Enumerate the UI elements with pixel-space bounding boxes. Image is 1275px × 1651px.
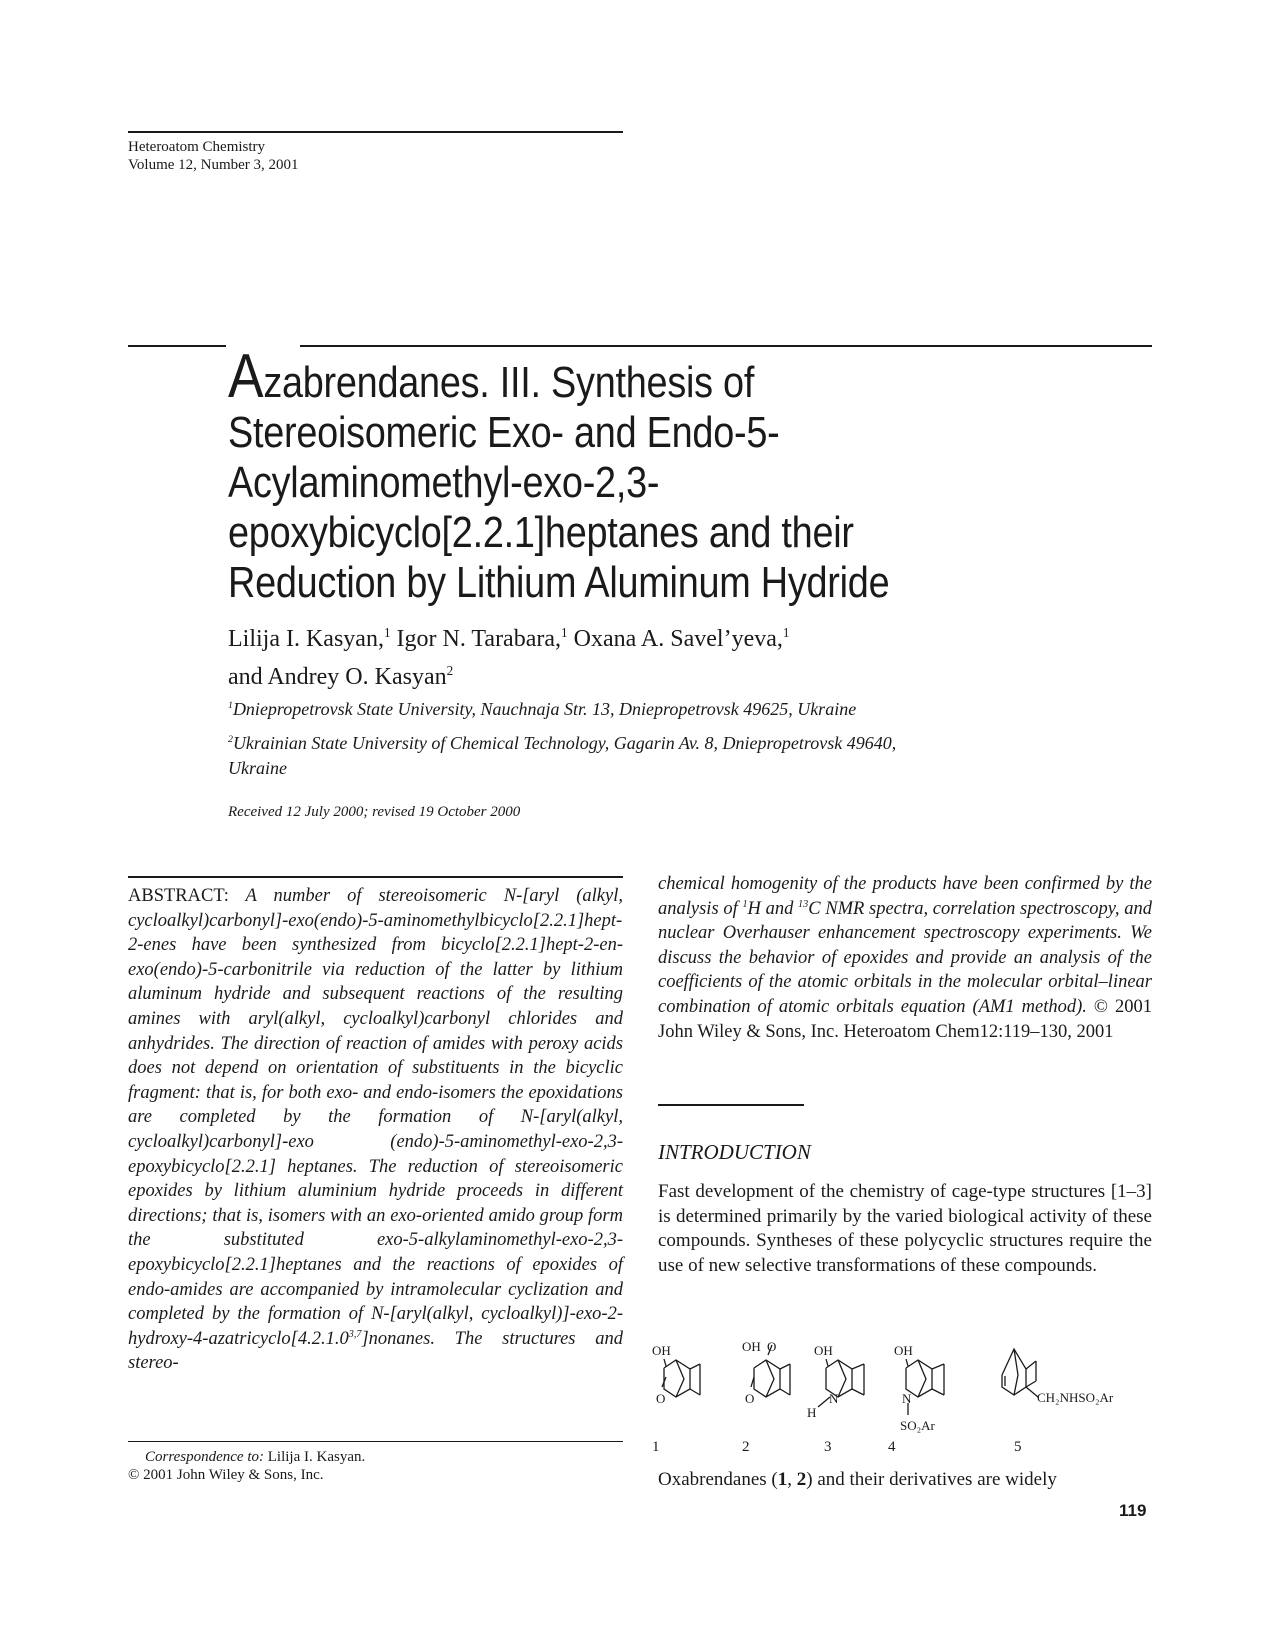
affiliation-2 (228, 731, 896, 781)
title-rule-right (300, 345, 1152, 347)
body-text-continuation (658, 1469, 1057, 1491)
title-rule-left (128, 345, 226, 347)
author-4: and Andrey O. Kasyan (228, 664, 447, 690)
introduction-heading: INTRODUCTION (658, 1140, 811, 1164)
struct-label-1: 1 (652, 1439, 660, 1455)
affiliation-2-line-2: Ukraine (228, 758, 287, 778)
struct-1-o: O (656, 1391, 666, 1406)
compound-ref-1: 1 (777, 1469, 788, 1490)
title-line-4: epoxybicyclo[2.2.1]heptanes and their (228, 508, 854, 557)
abstract-heading: ABSTRACT: (128, 886, 229, 906)
affiliation-1-text: Dniepropetrovsk State University, Nauchnaja Str. 13, Dniepropetrovsk 49625, Ukraine (232, 699, 857, 719)
compound-ref-2: 2 (796, 1469, 807, 1490)
title-line-1: zabrendanes. III. Synthesis of (263, 358, 755, 407)
struct-4-so2ar: SO₂Ar (900, 1418, 935, 1433)
abstract-body-end: ]nonanes. The structures and stereo- (128, 1328, 623, 1374)
abstract-end-rule (658, 1104, 804, 1106)
journal-volume: Volume 12, Number 3, 2001 (128, 157, 299, 173)
abstract-cont-sup-2: 13 (798, 898, 809, 910)
abstract-rule (128, 876, 623, 878)
abstract-cont-b: H and (747, 898, 799, 919)
correspondence-name: Lilija I. Kasyan. (264, 1449, 366, 1465)
struct-label-4: 4 (888, 1439, 896, 1455)
chemical-structures-figure (652, 1335, 1152, 1455)
author-4-sup: 2 (446, 662, 454, 678)
footnote-rule (128, 1441, 623, 1442)
author-1: Lilija I. Kasyan, (228, 626, 384, 652)
author-2-sup: 1 (561, 624, 568, 640)
author-2: Igor N. Tarabara, (390, 626, 562, 652)
struct-4-n: N (902, 1391, 912, 1406)
author-3-sup: 1 (782, 624, 790, 640)
abstract-body: A number of stereoisomeric N-[aryl (alkyl, cycloalkyl)carbonyl]-exo(endo)-5-aminomethylbicyclo[2.2.1]hept-2-enes have been synthesized from bicyclo[2.2.1]hept-2-en-exo(endo)-5-carbonitrile via reduction of the latter by lithium aluminum hydride and subsequent reactions of the resulting amines with aryl(alkyl, cycloalkyl)carbonyl chlorides and anhydrides. The direction of reaction of amides with peroxy acids does not depend on orientation of substituents in the bicyclic fragment: that is, for both exo- and endo-isomers the epoxidations are completed by the formation of N-[aryl(alkyl, cycloalkyl)carbonyl]-exo (endo)-5-aminomethyl-exo-2,3-epoxybicyclo[2.2.1] heptanes. The reduction of stereoisomeric epoxides by lithium aluminium hydride proceeds in different directions; that is, isomers with an exo-oriented amido group form the substituted exo-5-alkylaminomethyl-exo-2,3-epoxybicyclo[2.2.1]heptanes and the reactions of epoxides of endo-amides are accompanied by intramolecular cyclization and completed by the formation of N-[aryl(alkyl, cycloalkyl)]-exo-2-hydroxy-4-azatricyclo[4.2.1.0 (128, 886, 623, 1349)
introduction-text: Fast development of the chemistry of cage-type structures [1–3] is determined primarily by the varied biological activity of these compounds. Syntheses of these polycyclic structures require the use of new selective transformations of these compounds. (658, 1181, 1152, 1276)
abstract (128, 884, 623, 1376)
struct-label-2: 2 (742, 1439, 750, 1455)
author-3: Oxana A. Savel’yeva, (567, 626, 783, 652)
abstract-copyright: © 2001 John Wiley & Sons, Inc. Heteroatom Chem12:119–130, 2001 (658, 996, 1152, 1042)
struct-3-oh: OH (814, 1343, 833, 1358)
struct-2-o-bridge: O (767, 1339, 777, 1354)
body-text-after: ) and their derivatives are widely (806, 1469, 1057, 1490)
abstract-cont-c: C NMR spectra, correlation spectroscopy, and nuclear Overhauser enhancement spectroscopy experiments. We discuss the behavior of epoxides and provide an analysis of the coefficients of the atomic orbitals in the molecular orbital–linear combination of atomic orbitals equation (AM1 method). (658, 898, 1152, 1017)
title-line-2: Stereoisomeric Exo- and Endo-5- (228, 408, 780, 457)
affiliation-2-line-1: Ukrainian State University of Chemical Technology, Gagarin Av. 8, Dniepropetrovsk 49640, (232, 733, 897, 753)
correspondence-label: Correspondence to: (145, 1449, 265, 1465)
struct-label-5: 5 (1014, 1439, 1022, 1455)
title-line-5: Reduction by Lithium Aluminum Hydride (228, 558, 890, 607)
author-1-sup: 1 (383, 624, 391, 640)
journal-rule (128, 131, 623, 133)
footnote-copyright: © 2001 John Wiley & Sons, Inc. (128, 1467, 324, 1483)
struct-4-oh: OH (894, 1343, 913, 1358)
affiliation-1-sup: 1 (228, 700, 233, 712)
title-initial: A (228, 342, 264, 411)
struct-2-oh: OH (742, 1339, 761, 1354)
body-text-before: Oxabrendanes ( (658, 1469, 778, 1490)
authors (228, 620, 789, 696)
abstract-cont-a: chemical homogenity of the products have been confirmed by the analysis of (658, 874, 1152, 919)
body-text-mid: , (787, 1469, 797, 1490)
correspondence-note (145, 1448, 365, 1466)
struct-3-n: N (829, 1391, 839, 1406)
abstract-continued (658, 872, 1152, 1044)
struct-1-oh: OH (652, 1343, 671, 1358)
article-title (228, 342, 1028, 608)
struct-label-3: 3 (824, 1439, 832, 1455)
received-dates: Received 12 July 2000; revised 19 October 2000 (228, 804, 521, 820)
affiliation-2-sup: 2 (228, 734, 233, 746)
journal-name: Heteroatom Chemistry (128, 139, 266, 155)
title-line-3: Acylaminomethyl-exo-2,3- (228, 458, 660, 507)
abstract-cont-sup-1: 1 (742, 898, 748, 910)
page-number: 119 (1119, 1501, 1147, 1520)
struct-5-substituent: CH₂NHSO₂Ar (1037, 1390, 1114, 1405)
abstract-sup: 3,7 (348, 1328, 362, 1340)
struct-2-o: O (745, 1391, 755, 1406)
struct-3-h: H (807, 1405, 817, 1420)
affiliation-1 (228, 697, 856, 722)
